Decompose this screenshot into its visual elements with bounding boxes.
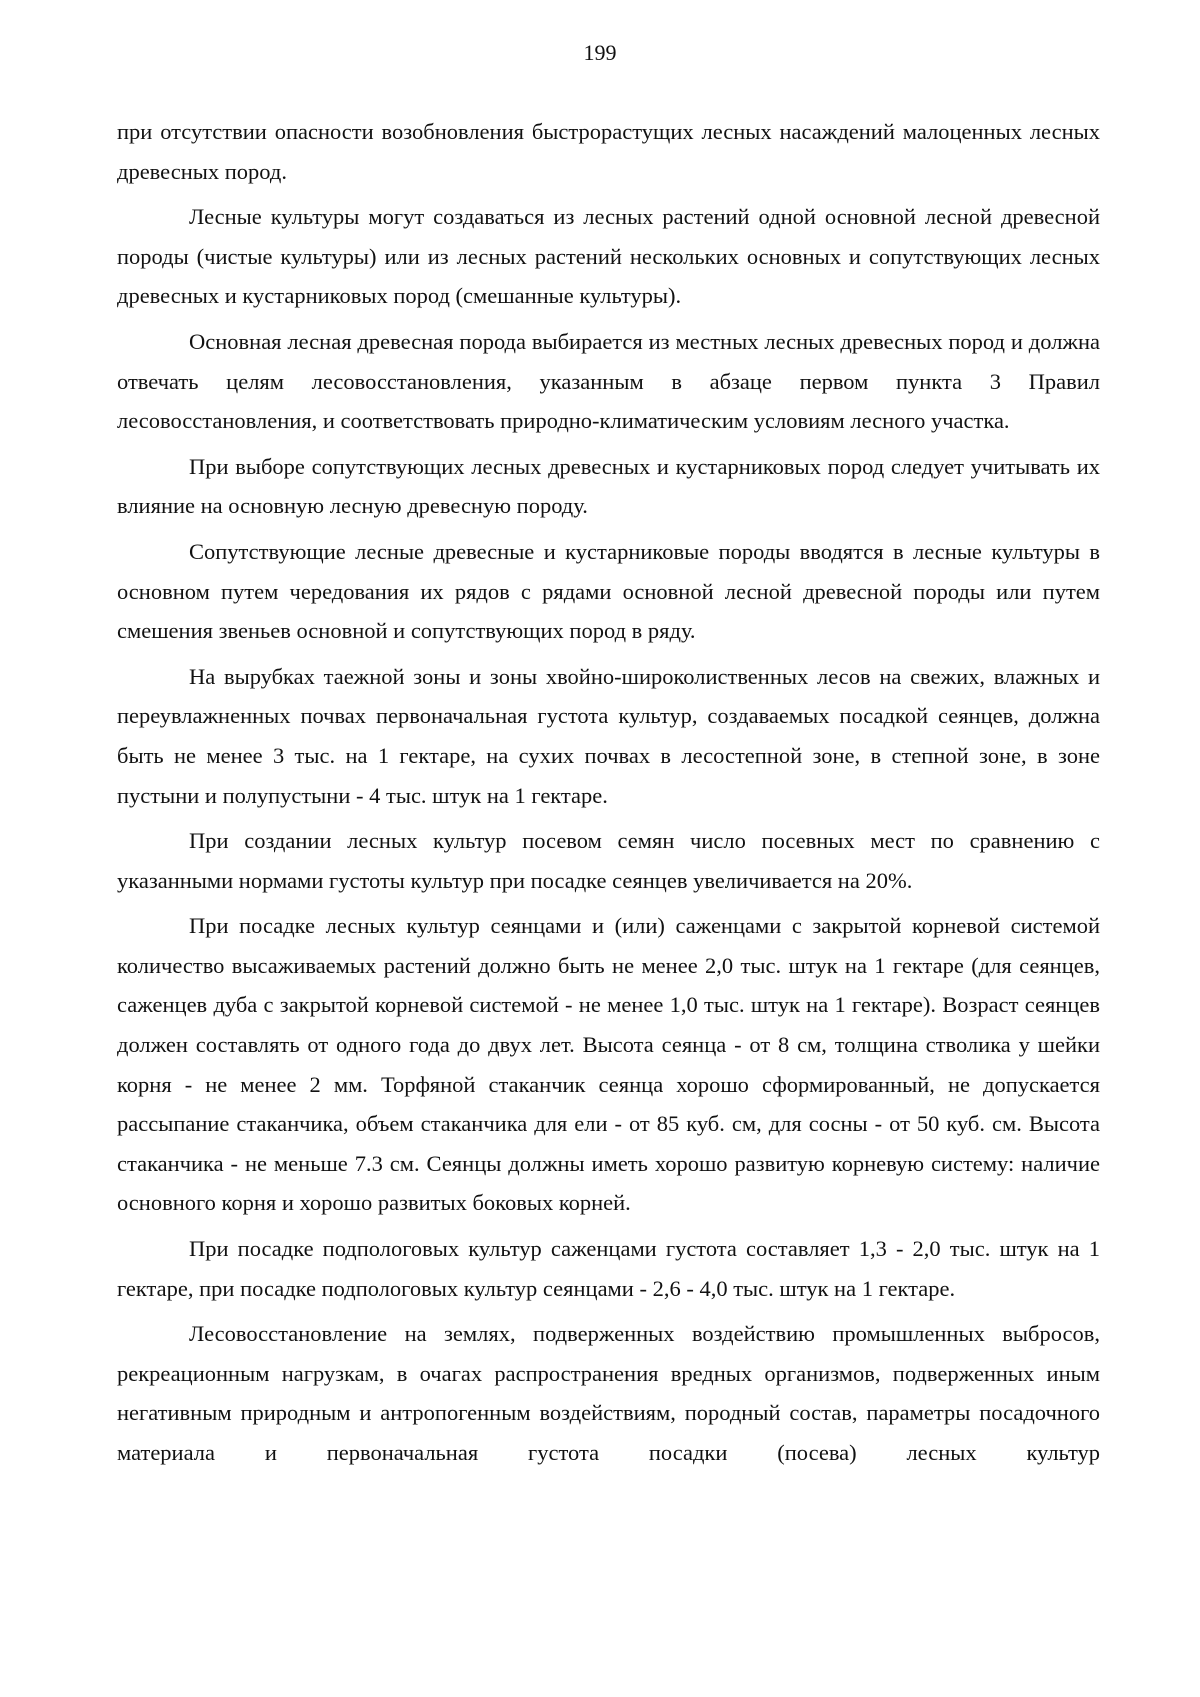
paragraph-main-species-selection: Основная лесная древесная порода выбирается из местных лесных древесных пород и должна отвечать целям лесовосстановления, указанным в абзаце первом пункта 3 Правил лесовосстановления, и соответствовать природно-климатическим условиям лесного участка. — [117, 328, 1100, 434]
paragraph-companion-species-influence: При выборе сопутствующих лесных древесных и кустарниковых пород следует учитывать их влияние на основную лесную древесную породу. — [117, 453, 1100, 519]
paragraph-companion-species-introduction: Сопутствующие лесные древесные и кустарниковые породы вводятся в лесные культуры в основном путем чередования их рядов с рядами основной лесной древесной породы или путем смешения звеньев основной и сопутствующих пород в ряду. — [117, 538, 1100, 644]
paragraph-affected-lands: Лесовосстановление на землях, подверженных воздействию промышленных выбросов, рекреационным нагрузкам, в очагах распространения вредных организмов, подверженных иным негативным природным и антропогенным воздействиям, породный состав, параметры посадочного материала и первоначальная густота посадки (посева) лесных культур — [117, 1321, 1100, 1465]
paragraph-initial-density: На вырубках таежной зоны и зоны хвойно-широколиственных лесов на свежих, влажных и переувлажненных почвах первоначальная густота культур, создаваемых посадкой сеянцев, должна быть не менее 3 тыс. на 1 гектаре, на сухих почвах в лесостепной зоне, в степной зоне, в зоне пустыни и полупустыни - 4 тыс. штук на 1 гектаре. — [117, 663, 1100, 808]
paragraph-forest-cultures-composition: Лесные культуры могут создаваться из лесных растений одной основной лесной древесной породы (чистые культуры) или из лесных растений нескольких основных и сопутствующих лесных древесных и кустарниковых пород (смешанные культуры). — [117, 204, 1100, 309]
paragraph-continuation: при отсутствии опасности возобновления быстрорастущих лесных насаждений малоценных лесных древесных пород. — [117, 119, 1100, 184]
page-number: 199 — [583, 40, 617, 65]
paragraph-closed-root-seedlings: При посадке лесных культур сеянцами и (или) саженцами с закрытой корневой системой количество высаживаемых растений должно быть не менее 2,0 тыс. штук на 1 гектаре (для сеянцев, саженцев дуба с закрытой корневой системой - не менее 1,0 тыс. штук на 1 гектаре). Возраст сеянцев должен составлять от одного года до двух лет. Высота сеянца - от 8 см, толщина стволика у шейки корня - не менее 2 мм. Торфяной стаканчик сеянца хорошо сформированный, не допускается рассыпание стаканчика, объем стаканчика для ели - от 85 куб. см, для сосны - от 50 куб. см. Высота стаканчика - не меньше 7.3 см. Сеянцы должны иметь хорошо развитую корневую систему: наличие основного корня и хорошо развитых боковых корней. — [117, 913, 1100, 1216]
paragraph-seeding-density: При создании лесных культур посевом семян число посевных мест по сравнению с указанными нормами густоты культур при посадке сеянцев увеличивается на 20%. — [117, 828, 1100, 893]
body-text — [117, 112, 1100, 1479]
paragraph-undercanopy-cultures: При посадке подпологовых культур саженцами густота составляет 1,3 - 2,0 тыс. штук на 1 гектаре, при посадке подпологовых культур сеянцами - 2,6 - 4,0 тыс. штук на 1 гектаре. — [117, 1236, 1100, 1301]
